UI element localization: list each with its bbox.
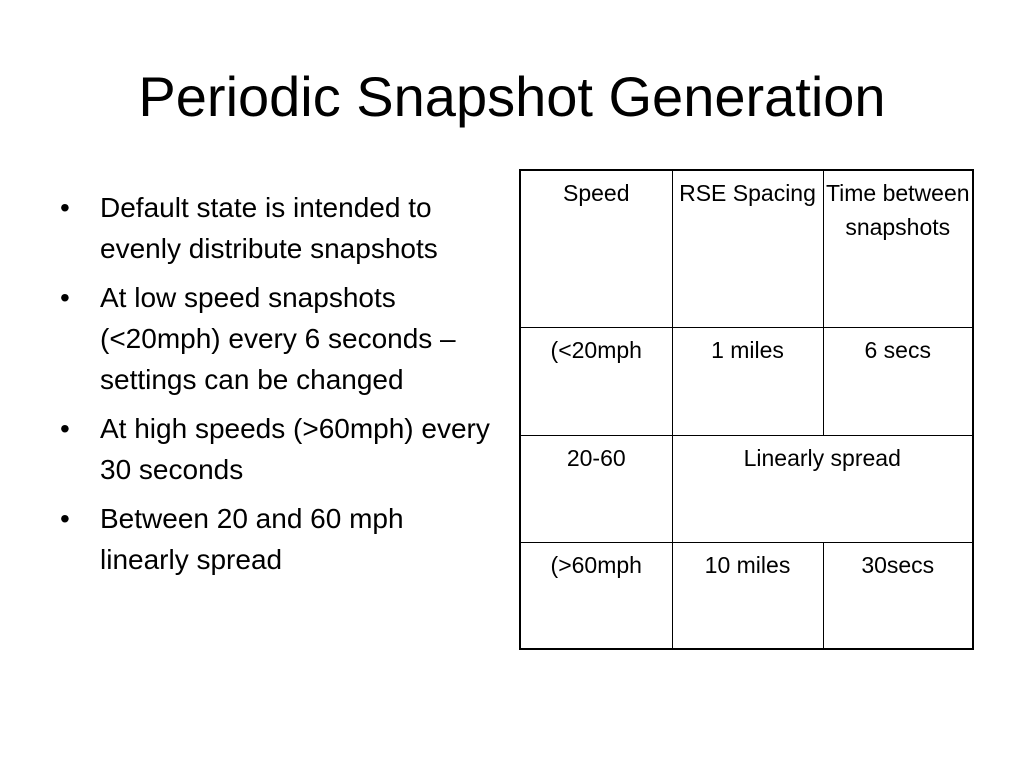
cell-spacing: 1 miles xyxy=(672,327,823,435)
bullet-icon: • xyxy=(60,282,70,313)
cell-spacing: 10 miles xyxy=(672,542,823,649)
bullet-icon: • xyxy=(60,503,70,534)
table-row xyxy=(520,542,973,649)
cell-speed: (<20mph xyxy=(520,327,672,435)
bullet-text: Between 20 and 60 mph linearly spread xyxy=(100,503,404,575)
bullet-item xyxy=(60,498,500,580)
bullet-icon: • xyxy=(60,192,70,223)
table-row xyxy=(520,435,973,542)
cell-time: 30secs xyxy=(823,542,973,649)
header-speed: Speed xyxy=(520,170,672,327)
header-rse-spacing: RSE Spacing xyxy=(672,170,823,327)
slide-title: Periodic Snapshot Generation xyxy=(138,65,886,128)
snapshot-table xyxy=(519,169,974,650)
bullet-item xyxy=(60,277,500,400)
bullet-item xyxy=(60,187,500,269)
cell-merged-spacing-time: Linearly spread xyxy=(672,435,973,542)
cell-speed: (>60mph xyxy=(520,542,672,649)
header-time-between-snapshots: Time between snapshots xyxy=(823,170,973,327)
bullet-icon: • xyxy=(60,413,70,444)
bullet-item xyxy=(60,408,500,490)
cell-speed: 20-60 xyxy=(520,435,672,542)
bullet-text: At low speed snapshots (<20mph) every 6 seconds – settings can be changed xyxy=(100,282,456,395)
bullet-text: At high speeds (>60mph) every 30 seconds xyxy=(100,413,490,485)
bullet-text: Default state is intended to evenly distribute snapshots xyxy=(100,192,438,264)
cell-time: 6 secs xyxy=(823,327,973,435)
bullet-list xyxy=(60,187,500,588)
table-row xyxy=(520,327,973,435)
table-header-row xyxy=(520,170,973,327)
